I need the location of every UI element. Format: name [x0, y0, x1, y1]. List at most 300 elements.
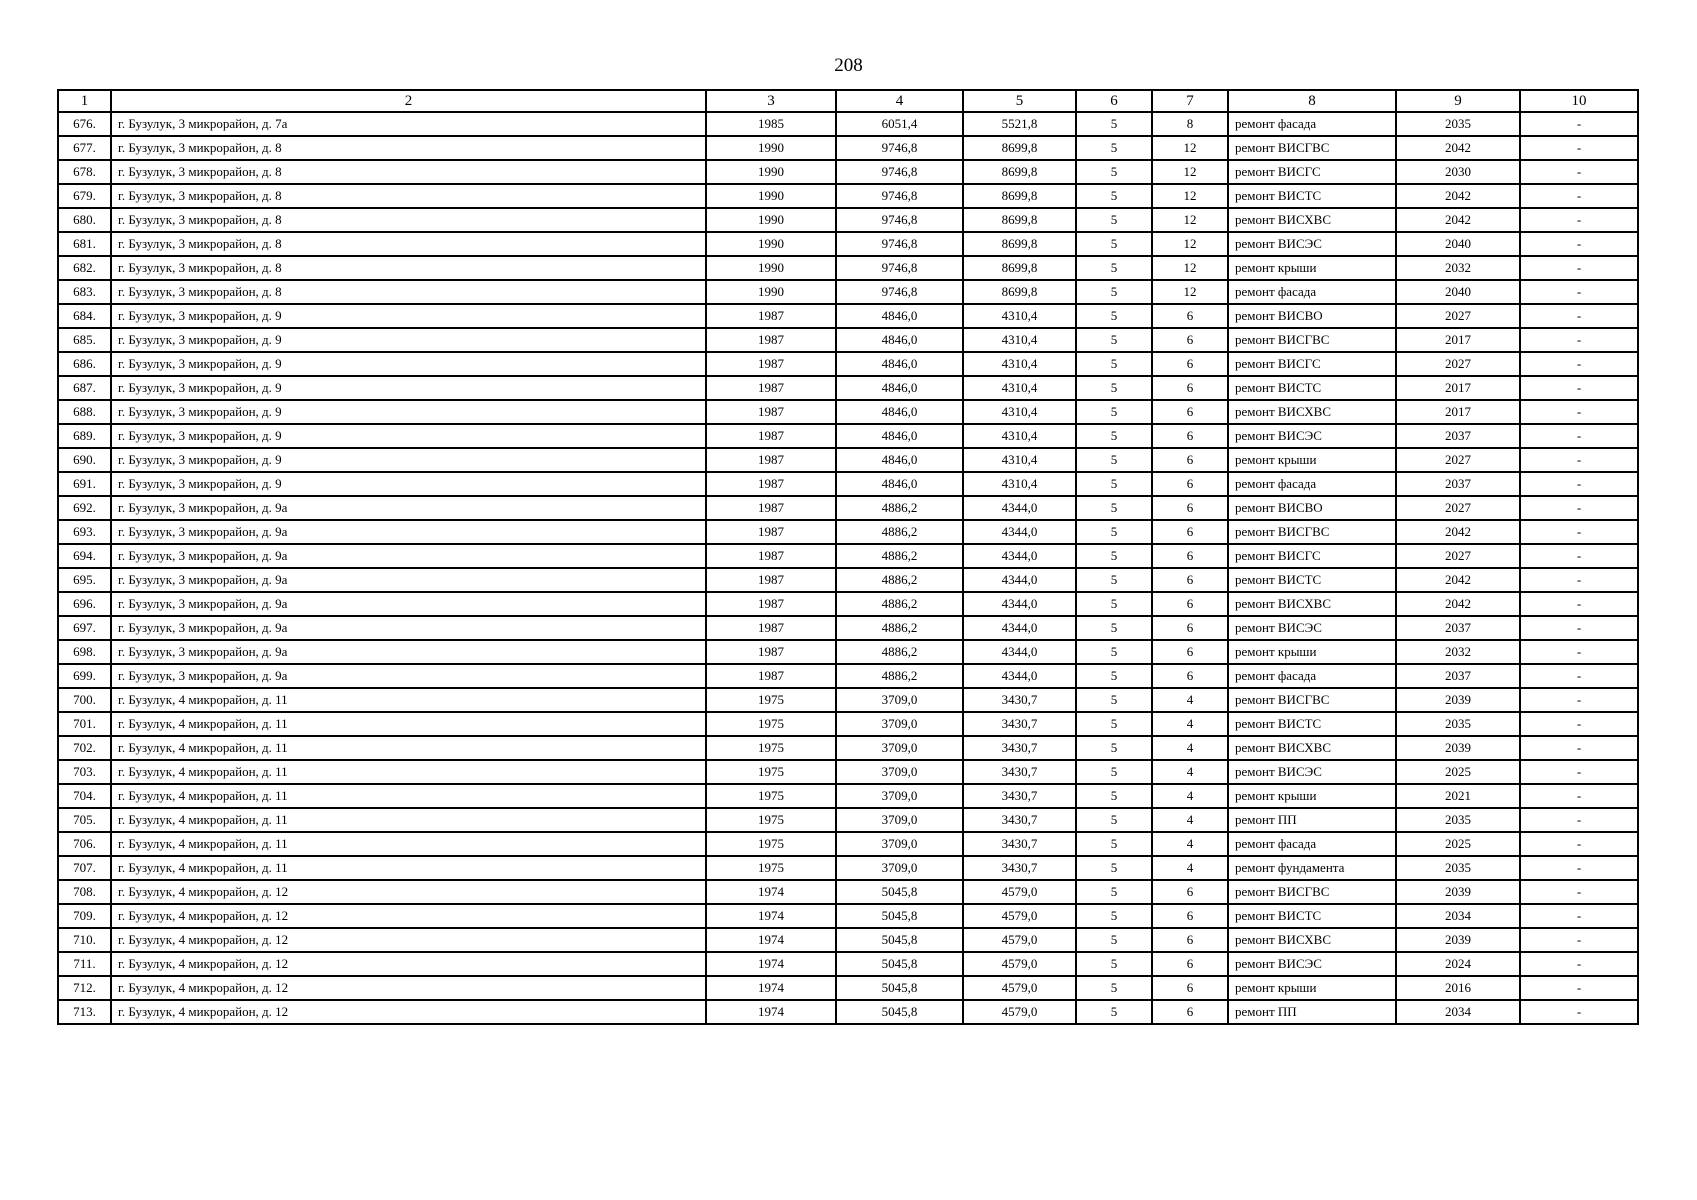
address-cell: г. Бузулук, 3 микрорайон, д. 9 [111, 400, 706, 424]
year-built-cell: 1987 [706, 352, 836, 376]
work-type-cell: ремонт ВИСВО [1228, 496, 1396, 520]
year-built-cell: 1987 [706, 664, 836, 688]
table-row [58, 280, 1638, 304]
table-row [58, 400, 1638, 424]
table-row [58, 952, 1638, 976]
planned-year-cell: 2025 [1396, 760, 1520, 784]
total-area-cell: 5045,8 [836, 952, 963, 976]
total-area-cell: 4886,2 [836, 544, 963, 568]
note-cell: - [1520, 352, 1638, 376]
table-row [58, 880, 1638, 904]
year-built-cell: 1987 [706, 448, 836, 472]
table-row [58, 976, 1638, 1000]
column-header: 10 [1520, 90, 1638, 112]
entrances-cell: 6 [1152, 880, 1228, 904]
year-built-cell: 1990 [706, 232, 836, 256]
planned-year-cell: 2042 [1396, 136, 1520, 160]
floors-cell: 5 [1076, 208, 1152, 232]
note-cell: - [1520, 808, 1638, 832]
floors-cell: 5 [1076, 880, 1152, 904]
table-row [58, 160, 1638, 184]
year-built-cell: 1987 [706, 616, 836, 640]
planned-year-cell: 2027 [1396, 352, 1520, 376]
living-area-cell: 8699,8 [963, 160, 1076, 184]
address-cell: г. Бузулук, 3 микрорайон, д. 9а [111, 568, 706, 592]
floors-cell: 5 [1076, 232, 1152, 256]
floors-cell: 5 [1076, 424, 1152, 448]
total-area-cell: 4886,2 [836, 640, 963, 664]
address-cell: г. Бузулук, 4 микрорайон, д. 11 [111, 712, 706, 736]
year-built-cell: 1987 [706, 472, 836, 496]
table-row [58, 688, 1638, 712]
note-cell: - [1520, 616, 1638, 640]
floors-cell: 5 [1076, 496, 1152, 520]
entrances-cell: 6 [1152, 664, 1228, 688]
note-cell: - [1520, 1000, 1638, 1024]
column-header: 4 [836, 90, 963, 112]
table-row [58, 784, 1638, 808]
row-number: 677. [58, 136, 111, 160]
total-area-cell: 5045,8 [836, 880, 963, 904]
entrances-cell: 12 [1152, 184, 1228, 208]
work-type-cell: ремонт ВИСЭС [1228, 424, 1396, 448]
year-built-cell: 1987 [706, 640, 836, 664]
year-built-cell: 1974 [706, 1000, 836, 1024]
total-area-cell: 9746,8 [836, 136, 963, 160]
entrances-cell: 6 [1152, 640, 1228, 664]
total-area-cell: 4886,2 [836, 616, 963, 640]
note-cell: - [1520, 328, 1638, 352]
table-row [58, 112, 1638, 136]
address-cell: г. Бузулук, 3 микрорайон, д. 9 [111, 304, 706, 328]
table-row [58, 184, 1638, 208]
work-type-cell: ремонт ВИСТС [1228, 904, 1396, 928]
planned-year-cell: 2024 [1396, 952, 1520, 976]
entrances-cell: 12 [1152, 160, 1228, 184]
table-row [58, 448, 1638, 472]
entrances-cell: 4 [1152, 856, 1228, 880]
address-cell: г. Бузулук, 4 микрорайон, д. 12 [111, 1000, 706, 1024]
entrances-cell: 6 [1152, 616, 1228, 640]
floors-cell: 5 [1076, 952, 1152, 976]
table-row [58, 232, 1638, 256]
living-area-cell: 4579,0 [963, 976, 1076, 1000]
year-built-cell: 1987 [706, 304, 836, 328]
row-number: 705. [58, 808, 111, 832]
floors-cell: 5 [1076, 616, 1152, 640]
planned-year-cell: 2037 [1396, 616, 1520, 640]
entrances-cell: 6 [1152, 544, 1228, 568]
work-type-cell: ремонт ВИСГВС [1228, 328, 1396, 352]
planned-year-cell: 2039 [1396, 688, 1520, 712]
table-row [58, 592, 1638, 616]
year-built-cell: 1975 [706, 712, 836, 736]
living-area-cell: 4344,0 [963, 544, 1076, 568]
entrances-cell: 6 [1152, 904, 1228, 928]
work-type-cell: ремонт крыши [1228, 784, 1396, 808]
planned-year-cell: 2034 [1396, 1000, 1520, 1024]
floors-cell: 5 [1076, 688, 1152, 712]
page-number: 208 [834, 55, 863, 76]
living-area-cell: 4579,0 [963, 904, 1076, 928]
note-cell: - [1520, 928, 1638, 952]
row-number: 693. [58, 520, 111, 544]
table-row [58, 136, 1638, 160]
living-area-cell: 4310,4 [963, 448, 1076, 472]
work-type-cell: ремонт ВИСЭС [1228, 760, 1396, 784]
planned-year-cell: 2027 [1396, 544, 1520, 568]
planned-year-cell: 2040 [1396, 280, 1520, 304]
living-area-cell: 4310,4 [963, 400, 1076, 424]
entrances-cell: 6 [1152, 592, 1228, 616]
note-cell: - [1520, 592, 1638, 616]
floors-cell: 5 [1076, 328, 1152, 352]
living-area-cell: 4579,0 [963, 1000, 1076, 1024]
total-area-cell: 3709,0 [836, 736, 963, 760]
table-row [58, 520, 1638, 544]
row-number: 695. [58, 568, 111, 592]
total-area-cell: 3709,0 [836, 856, 963, 880]
column-header: 5 [963, 90, 1076, 112]
work-type-cell: ремонт ВИСГВС [1228, 520, 1396, 544]
planned-year-cell: 2017 [1396, 400, 1520, 424]
address-cell: г. Бузулук, 4 микрорайон, д. 11 [111, 808, 706, 832]
table-row [58, 376, 1638, 400]
work-type-cell: ремонт ВИСВО [1228, 304, 1396, 328]
note-cell: - [1520, 880, 1638, 904]
total-area-cell: 4886,2 [836, 592, 963, 616]
total-area-cell: 4846,0 [836, 448, 963, 472]
note-cell: - [1520, 520, 1638, 544]
table-row [58, 304, 1638, 328]
year-built-cell: 1975 [706, 688, 836, 712]
planned-year-cell: 2035 [1396, 808, 1520, 832]
floors-cell: 5 [1076, 184, 1152, 208]
table-row [58, 904, 1638, 928]
floors-cell: 5 [1076, 304, 1152, 328]
planned-year-cell: 2037 [1396, 664, 1520, 688]
note-cell: - [1520, 712, 1638, 736]
work-type-cell: ремонт крыши [1228, 976, 1396, 1000]
row-number: 697. [58, 616, 111, 640]
total-area-cell: 4886,2 [836, 664, 963, 688]
table-row [58, 256, 1638, 280]
work-type-cell: ремонт ВИСТС [1228, 568, 1396, 592]
work-type-cell: ремонт ВИСХВС [1228, 928, 1396, 952]
year-built-cell: 1975 [706, 856, 836, 880]
year-built-cell: 1974 [706, 880, 836, 904]
total-area-cell: 4846,0 [836, 424, 963, 448]
entrances-cell: 4 [1152, 784, 1228, 808]
planned-year-cell: 2035 [1396, 856, 1520, 880]
work-type-cell: ремонт фасада [1228, 112, 1396, 136]
address-cell: г. Бузулук, 3 микрорайон, д. 8 [111, 160, 706, 184]
table-row [58, 736, 1638, 760]
living-area-cell: 8699,8 [963, 280, 1076, 304]
row-number: 709. [58, 904, 111, 928]
note-cell: - [1520, 184, 1638, 208]
work-type-cell: ремонт ВИСТС [1228, 184, 1396, 208]
entrances-cell: 4 [1152, 712, 1228, 736]
row-number: 694. [58, 544, 111, 568]
planned-year-cell: 2030 [1396, 160, 1520, 184]
year-built-cell: 1987 [706, 424, 836, 448]
entrances-cell: 12 [1152, 208, 1228, 232]
note-cell: - [1520, 688, 1638, 712]
living-area-cell: 3430,7 [963, 808, 1076, 832]
note-cell: - [1520, 496, 1638, 520]
living-area-cell: 4310,4 [963, 472, 1076, 496]
entrances-cell: 6 [1152, 952, 1228, 976]
living-area-cell: 3430,7 [963, 784, 1076, 808]
living-area-cell: 3430,7 [963, 688, 1076, 712]
work-type-cell: ремонт ВИСГС [1228, 352, 1396, 376]
floors-cell: 5 [1076, 520, 1152, 544]
row-number: 703. [58, 760, 111, 784]
column-header: 8 [1228, 90, 1396, 112]
work-type-cell: ремонт ВИСГС [1228, 544, 1396, 568]
table-body [58, 112, 1638, 1024]
row-number: 687. [58, 376, 111, 400]
floors-cell: 5 [1076, 352, 1152, 376]
table-row [58, 928, 1638, 952]
entrances-cell: 6 [1152, 568, 1228, 592]
note-cell: - [1520, 760, 1638, 784]
note-cell: - [1520, 832, 1638, 856]
total-area-cell: 5045,8 [836, 976, 963, 1000]
address-cell: г. Бузулук, 3 микрорайон, д. 9а [111, 616, 706, 640]
planned-year-cell: 2035 [1396, 712, 1520, 736]
address-cell: г. Бузулук, 3 микрорайон, д. 7а [111, 112, 706, 136]
planned-year-cell: 2042 [1396, 208, 1520, 232]
planned-year-cell: 2017 [1396, 376, 1520, 400]
total-area-cell: 3709,0 [836, 760, 963, 784]
row-number: 699. [58, 664, 111, 688]
row-number: 679. [58, 184, 111, 208]
planned-year-cell: 2042 [1396, 592, 1520, 616]
floors-cell: 5 [1076, 472, 1152, 496]
entrances-cell: 6 [1152, 304, 1228, 328]
table-row [58, 424, 1638, 448]
year-built-cell: 1975 [706, 832, 836, 856]
note-cell: - [1520, 472, 1638, 496]
table-row [58, 472, 1638, 496]
living-area-cell: 5521,8 [963, 112, 1076, 136]
note-cell: - [1520, 232, 1638, 256]
living-area-cell: 3430,7 [963, 856, 1076, 880]
total-area-cell: 4846,0 [836, 400, 963, 424]
address-cell: г. Бузулук, 4 микрорайон, д. 11 [111, 784, 706, 808]
entrances-cell: 6 [1152, 328, 1228, 352]
work-type-cell: ремонт ВИСЭС [1228, 952, 1396, 976]
living-area-cell: 8699,8 [963, 136, 1076, 160]
entrances-cell: 12 [1152, 232, 1228, 256]
work-type-cell: ремонт фасада [1228, 280, 1396, 304]
year-built-cell: 1990 [706, 184, 836, 208]
table-row [58, 352, 1638, 376]
living-area-cell: 4579,0 [963, 928, 1076, 952]
row-number: 678. [58, 160, 111, 184]
note-cell: - [1520, 736, 1638, 760]
note-cell: - [1520, 640, 1638, 664]
living-area-cell: 3430,7 [963, 760, 1076, 784]
year-built-cell: 1975 [706, 784, 836, 808]
address-cell: г. Бузулук, 3 микрорайон, д. 8 [111, 136, 706, 160]
entrances-cell: 8 [1152, 112, 1228, 136]
work-type-cell: ремонт ПП [1228, 1000, 1396, 1024]
row-number: 713. [58, 1000, 111, 1024]
address-cell: г. Бузулук, 4 микрорайон, д. 11 [111, 832, 706, 856]
entrances-cell: 6 [1152, 448, 1228, 472]
address-cell: г. Бузулук, 3 микрорайон, д. 9 [111, 376, 706, 400]
floors-cell: 5 [1076, 736, 1152, 760]
floors-cell: 5 [1076, 160, 1152, 184]
work-type-cell: ремонт фасада [1228, 664, 1396, 688]
planned-year-cell: 2027 [1396, 448, 1520, 472]
column-header: 9 [1396, 90, 1520, 112]
floors-cell: 5 [1076, 448, 1152, 472]
address-cell: г. Бузулук, 4 микрорайон, д. 11 [111, 688, 706, 712]
row-number: 691. [58, 472, 111, 496]
planned-year-cell: 2039 [1396, 736, 1520, 760]
year-built-cell: 1987 [706, 568, 836, 592]
table-row [58, 760, 1638, 784]
planned-year-cell: 2025 [1396, 832, 1520, 856]
row-number: 682. [58, 256, 111, 280]
work-type-cell: ремонт ВИСТС [1228, 712, 1396, 736]
table-row [58, 664, 1638, 688]
year-built-cell: 1974 [706, 928, 836, 952]
work-type-cell: ремонт крыши [1228, 640, 1396, 664]
living-area-cell: 4310,4 [963, 328, 1076, 352]
row-number: 684. [58, 304, 111, 328]
row-number: 706. [58, 832, 111, 856]
work-type-cell: ремонт ВИСЭС [1228, 232, 1396, 256]
row-number: 701. [58, 712, 111, 736]
year-built-cell: 1987 [706, 376, 836, 400]
row-number: 690. [58, 448, 111, 472]
living-area-cell: 4579,0 [963, 880, 1076, 904]
planned-year-cell: 2042 [1396, 520, 1520, 544]
entrances-cell: 4 [1152, 808, 1228, 832]
entrances-cell: 6 [1152, 352, 1228, 376]
column-header: 6 [1076, 90, 1152, 112]
planned-year-cell: 2032 [1396, 256, 1520, 280]
row-number: 696. [58, 592, 111, 616]
note-cell: - [1520, 856, 1638, 880]
address-cell: г. Бузулук, 3 микрорайон, д. 8 [111, 184, 706, 208]
address-cell: г. Бузулук, 4 микрорайон, д. 12 [111, 976, 706, 1000]
floors-cell: 5 [1076, 784, 1152, 808]
planned-year-cell: 2037 [1396, 424, 1520, 448]
work-type-cell: ремонт фасада [1228, 472, 1396, 496]
year-built-cell: 1990 [706, 280, 836, 304]
year-built-cell: 1974 [706, 976, 836, 1000]
living-area-cell: 4344,0 [963, 616, 1076, 640]
address-cell: г. Бузулук, 3 микрорайон, д. 9 [111, 448, 706, 472]
floors-cell: 5 [1076, 568, 1152, 592]
total-area-cell: 4846,0 [836, 328, 963, 352]
floors-cell: 5 [1076, 1000, 1152, 1024]
address-cell: г. Бузулук, 3 микрорайон, д. 9а [111, 664, 706, 688]
entrances-cell: 6 [1152, 976, 1228, 1000]
repair-schedule-table [57, 89, 1639, 1025]
row-number: 681. [58, 232, 111, 256]
year-built-cell: 1975 [706, 760, 836, 784]
planned-year-cell: 2039 [1396, 880, 1520, 904]
address-cell: г. Бузулук, 3 микрорайон, д. 9 [111, 328, 706, 352]
floors-cell: 5 [1076, 592, 1152, 616]
floors-cell: 5 [1076, 112, 1152, 136]
address-cell: г. Бузулук, 4 микрорайон, д. 12 [111, 880, 706, 904]
work-type-cell: ремонт фасада [1228, 832, 1396, 856]
address-cell: г. Бузулук, 3 микрорайон, д. 9 [111, 352, 706, 376]
entrances-cell: 4 [1152, 760, 1228, 784]
year-built-cell: 1985 [706, 112, 836, 136]
living-area-cell: 8699,8 [963, 256, 1076, 280]
living-area-cell: 4344,0 [963, 496, 1076, 520]
address-cell: г. Бузулук, 4 микрорайон, д. 12 [111, 928, 706, 952]
planned-year-cell: 2039 [1396, 928, 1520, 952]
row-number: 692. [58, 496, 111, 520]
floors-cell: 5 [1076, 256, 1152, 280]
total-area-cell: 5045,8 [836, 928, 963, 952]
floors-cell: 5 [1076, 856, 1152, 880]
entrances-cell: 6 [1152, 928, 1228, 952]
address-cell: г. Бузулук, 3 микрорайон, д. 9а [111, 544, 706, 568]
living-area-cell: 4579,0 [963, 952, 1076, 976]
total-area-cell: 4846,0 [836, 352, 963, 376]
planned-year-cell: 2017 [1396, 328, 1520, 352]
note-cell: - [1520, 112, 1638, 136]
entrances-cell: 4 [1152, 832, 1228, 856]
living-area-cell: 4310,4 [963, 376, 1076, 400]
total-area-cell: 4886,2 [836, 520, 963, 544]
year-built-cell: 1975 [706, 808, 836, 832]
work-type-cell: ремонт ПП [1228, 808, 1396, 832]
total-area-cell: 4886,2 [836, 568, 963, 592]
floors-cell: 5 [1076, 640, 1152, 664]
living-area-cell: 8699,8 [963, 184, 1076, 208]
total-area-cell: 3709,0 [836, 832, 963, 856]
note-cell: - [1520, 256, 1638, 280]
note-cell: - [1520, 304, 1638, 328]
work-type-cell: ремонт ВИСГВС [1228, 136, 1396, 160]
planned-year-cell: 2034 [1396, 904, 1520, 928]
note-cell: - [1520, 160, 1638, 184]
floors-cell: 5 [1076, 832, 1152, 856]
address-cell: г. Бузулук, 4 микрорайон, д. 12 [111, 904, 706, 928]
header-row [58, 90, 1638, 112]
row-number: 711. [58, 952, 111, 976]
note-cell: - [1520, 448, 1638, 472]
total-area-cell: 9746,8 [836, 232, 963, 256]
column-header: 1 [58, 90, 111, 112]
table-row [58, 808, 1638, 832]
row-number: 685. [58, 328, 111, 352]
address-cell: г. Бузулук, 4 микрорайон, д. 11 [111, 856, 706, 880]
address-cell: г. Бузулук, 3 микрорайон, д. 8 [111, 256, 706, 280]
planned-year-cell: 2021 [1396, 784, 1520, 808]
planned-year-cell: 2037 [1396, 472, 1520, 496]
planned-year-cell: 2042 [1396, 184, 1520, 208]
table-row [58, 832, 1638, 856]
planned-year-cell: 2035 [1396, 112, 1520, 136]
work-type-cell: ремонт ВИСГВС [1228, 880, 1396, 904]
entrances-cell: 6 [1152, 496, 1228, 520]
address-cell: г. Бузулук, 3 микрорайон, д. 8 [111, 208, 706, 232]
row-number: 689. [58, 424, 111, 448]
